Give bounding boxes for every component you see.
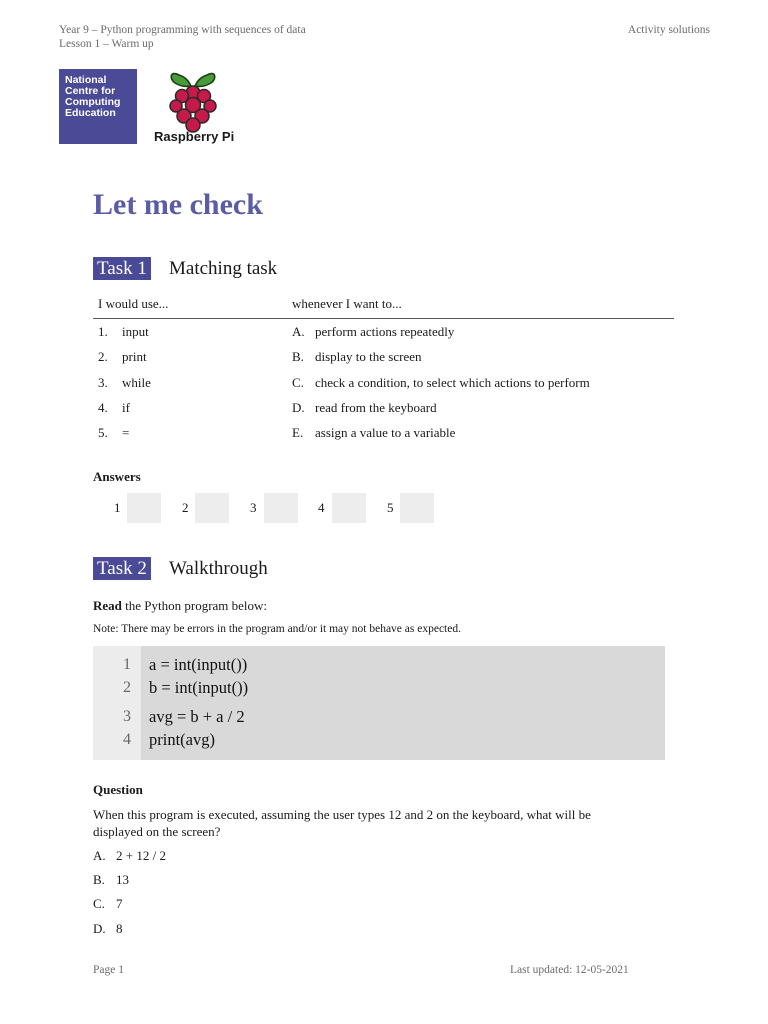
item-keyword: input: [122, 324, 149, 339]
item-letter: A.: [292, 324, 305, 339]
answer-number: 5: [387, 500, 394, 515]
item-keyword: if: [122, 400, 130, 415]
read-bold: Read: [93, 598, 122, 613]
read-rest: the Python program below:: [121, 598, 268, 613]
answer-number: 4: [318, 500, 325, 515]
item-letter: C.: [292, 375, 304, 390]
code-line-number: 1: [123, 656, 131, 673]
ncce-logo-line: National: [65, 74, 107, 86]
code-line: b = int(input()): [149, 678, 249, 697]
ncce-logo: [59, 69, 137, 144]
header-lesson: Lesson 1 – Warm up: [59, 38, 154, 50]
code-line-number: 3: [123, 708, 131, 725]
read-instruction: [93, 597, 267, 614]
task1-title: Matching task: [169, 258, 278, 279]
ncce-logo-line: Centre for: [65, 85, 116, 97]
item-number: 3.: [98, 375, 108, 390]
answer-box[interactable]: [332, 493, 366, 523]
item-number: 2.: [98, 349, 108, 364]
task1-badge: Task 1: [93, 257, 151, 280]
col-header-left: I would use...: [98, 296, 169, 311]
option-letter: D.: [93, 921, 106, 936]
header-course: Year 9 – Python programming with sequences of data: [59, 24, 306, 36]
table-header-rule: [93, 318, 674, 319]
item-description: display to the screen: [315, 349, 422, 364]
item-keyword: while: [122, 375, 151, 390]
item-number: 1.: [98, 324, 108, 339]
option-b[interactable]: 13: [116, 872, 129, 887]
answer-box[interactable]: [264, 493, 298, 523]
answer-number: 1: [114, 500, 121, 515]
note-text: Note: There may be errors in the program and/or it may not behave as expected.: [93, 623, 461, 635]
footer-last-updated: Last updated: 12-05-2021: [510, 964, 629, 976]
question-label: Question: [93, 782, 143, 797]
code-line: avg = b + a / 2: [149, 707, 245, 726]
code-line-number: 2: [123, 679, 131, 696]
raspberry-pi-logo-icon: [158, 68, 228, 134]
page-title: Let me check: [93, 188, 263, 221]
option-c[interactable]: 7: [116, 896, 123, 911]
code-line-number: 4: [123, 731, 131, 748]
item-number: 4.: [98, 400, 108, 415]
item-letter: D.: [292, 400, 305, 415]
item-letter: B.: [292, 349, 304, 364]
question-text-line2: displayed on the screen?: [93, 824, 221, 839]
item-description: read from the keyboard: [315, 400, 437, 415]
answer-number: 2: [182, 500, 189, 515]
item-description: check a condition, to select which actions to perform: [315, 375, 590, 390]
item-description: assign a value to a variable: [315, 425, 456, 440]
option-letter: C.: [93, 896, 105, 911]
answer-box[interactable]: [127, 493, 161, 523]
footer-page-number: Page 1: [93, 964, 124, 976]
item-description: perform actions repeatedly: [315, 324, 455, 339]
item-letter: E.: [292, 425, 304, 440]
item-keyword: =: [122, 425, 130, 440]
item-keyword: print: [122, 349, 147, 364]
answers-label: Answers: [93, 469, 141, 484]
option-letter: B.: [93, 872, 105, 887]
option-d[interactable]: 8: [116, 921, 123, 936]
code-line: a = int(input()): [149, 655, 248, 674]
question-text-line1: When this program is executed, assuming the user types 12 and 2 on the keyboard, what will be: [93, 807, 591, 822]
header-doc-type: Activity solutions: [627, 24, 710, 36]
answer-box[interactable]: [400, 493, 434, 523]
answer-box[interactable]: [195, 493, 229, 523]
option-letter: A.: [93, 848, 106, 863]
raspberry-pi-label: Raspberry Pi: [154, 129, 235, 144]
ncce-logo-line: Education: [65, 107, 116, 119]
item-number: 5.: [98, 425, 108, 440]
task2-title: Walkthrough: [169, 558, 268, 579]
answer-number: 3: [250, 500, 257, 515]
task2-badge: Task 2: [93, 557, 151, 580]
col-header-right: whenever I want to...: [292, 296, 402, 311]
option-a[interactable]: 2 + 12 / 2: [116, 848, 166, 863]
ncce-logo-line: Computing: [65, 96, 121, 108]
code-line: print(avg): [149, 730, 215, 749]
